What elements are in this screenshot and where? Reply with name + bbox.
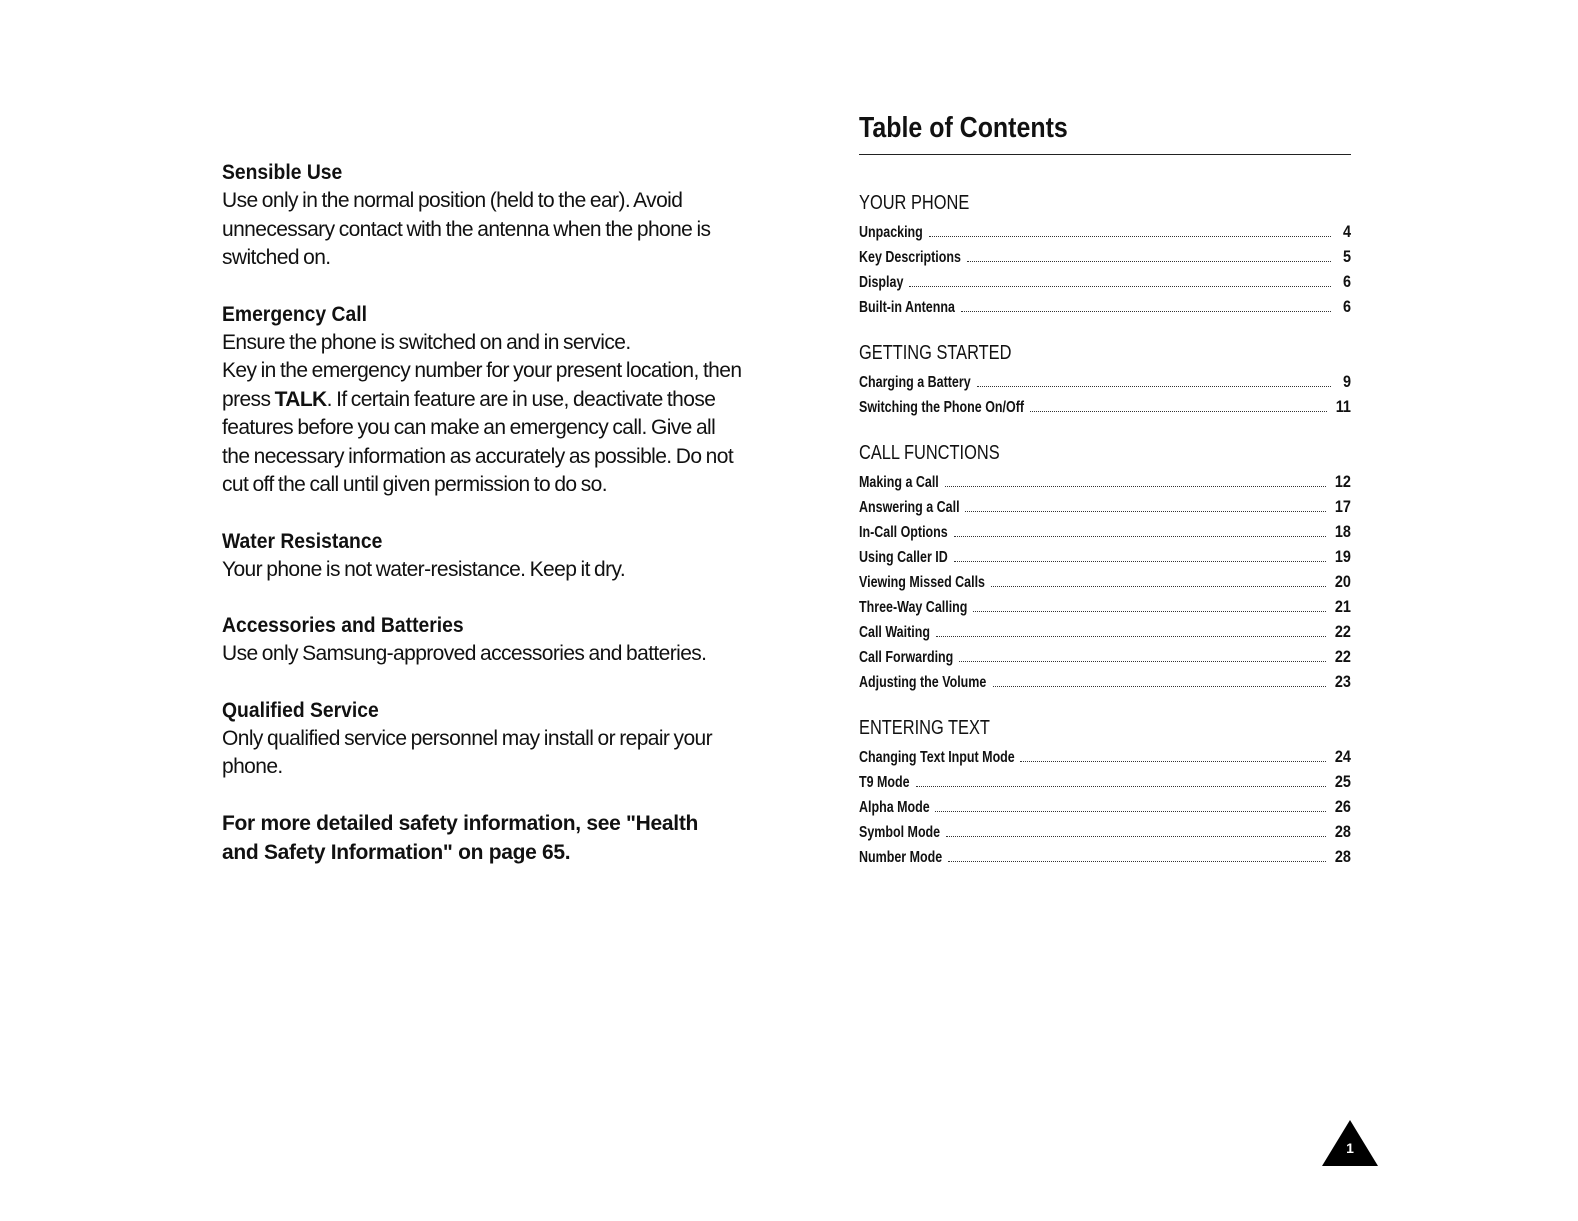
instruction-text-start: Key in the emergency number for your present location, then press xyxy=(222,359,742,411)
toc-entry[interactable] xyxy=(859,619,1351,644)
section-qualified-service xyxy=(222,696,742,782)
toc-entry-page: 11 xyxy=(1335,397,1351,416)
toc-dot-leader xyxy=(948,861,1326,862)
toc-entry-page: 19 xyxy=(1334,547,1351,566)
toc-dot-leader xyxy=(1020,761,1326,762)
toc-group xyxy=(859,189,1351,319)
toc-entry-label: Call Waiting xyxy=(859,624,930,641)
toc-entry[interactable] xyxy=(859,269,1351,294)
toc-entry[interactable] xyxy=(859,544,1351,569)
toc-dot-leader xyxy=(909,286,1331,287)
toc-dot-leader xyxy=(935,811,1326,812)
toc-dot-leader xyxy=(936,636,1326,637)
instruction-text-end: . If certain feature are in use, deactivate those features before you can make an emergency call. Give all the necessary information as accurately as possible. Do not cut off the call until given permission to do so. xyxy=(222,387,734,496)
section-heading: Sensible Use xyxy=(222,161,343,184)
toc-entry[interactable] xyxy=(859,394,1351,419)
toc-entry-label: Alpha Mode xyxy=(859,799,930,816)
toc-entry[interactable] xyxy=(859,369,1351,394)
toc-entry-page: 20 xyxy=(1334,572,1351,591)
toc-dot-leader xyxy=(991,586,1327,587)
toc-dot-leader xyxy=(945,486,1326,487)
section-heading: Accessories and Batteries xyxy=(222,614,464,637)
section-water-resistance xyxy=(222,527,742,585)
toc-entry-page: 12 xyxy=(1334,472,1351,491)
toc-dot-leader xyxy=(993,686,1326,687)
toc-entry-page: 25 xyxy=(1334,772,1351,791)
toc-entry[interactable] xyxy=(859,469,1351,494)
toc-entry-label: Using Caller ID xyxy=(859,549,948,566)
toc-entry[interactable] xyxy=(859,219,1351,244)
toc-entry-page: 6 xyxy=(1342,297,1351,316)
toc-group-heading: GETTING STARTED xyxy=(859,342,1012,364)
toc-entry-page: 9 xyxy=(1342,372,1351,391)
toc-entry-label: Charging a Battery xyxy=(859,374,971,391)
toc-entry-label: In-Call Options xyxy=(859,524,948,541)
toc-group-heading: YOUR PHONE xyxy=(859,192,970,214)
section-heading: Water Resistance xyxy=(222,529,383,553)
toc-entry[interactable] xyxy=(859,844,1351,869)
toc-entry-page: 28 xyxy=(1334,847,1351,866)
toc-entry[interactable] xyxy=(859,669,1351,694)
talk-key-label: TALK xyxy=(274,387,327,411)
toc-entry-page: 24 xyxy=(1334,747,1351,766)
toc-entry[interactable] xyxy=(859,794,1351,819)
toc-entry[interactable] xyxy=(859,244,1351,269)
toc-groups xyxy=(859,189,1351,869)
toc-dot-leader xyxy=(1030,411,1327,412)
section-heading: Qualified Service xyxy=(222,698,379,722)
section-paragraph: Use only Samsung-approved accessories and batteries. xyxy=(222,642,707,665)
toc-dot-leader xyxy=(961,311,1331,312)
safety-column xyxy=(222,158,742,888)
toc-entry-page: 22 xyxy=(1334,647,1351,666)
toc-entry-label: Answering a Call xyxy=(859,499,960,516)
toc-entry[interactable] xyxy=(859,519,1351,544)
toc-dot-leader xyxy=(946,836,1326,837)
toc-entry-label: Making a Call xyxy=(859,474,939,491)
toc-entry[interactable] xyxy=(859,644,1351,669)
toc-dot-leader xyxy=(916,786,1327,787)
toc-dot-leader xyxy=(954,536,1327,537)
toc-entry[interactable] xyxy=(859,744,1351,769)
toc-entry-label: Adjusting the Volume xyxy=(859,674,987,691)
toc-entry[interactable] xyxy=(859,294,1351,319)
section-paragraph-emergency-instructions xyxy=(222,357,742,500)
toc-entry-page: 6 xyxy=(1342,272,1351,291)
toc-entry-page: 23 xyxy=(1334,672,1351,691)
safety-closing-note: For more detailed safety information, see "Health and Safety Information" on page 65. xyxy=(222,811,699,864)
toc-dot-leader xyxy=(929,236,1331,237)
toc-entry-page: 4 xyxy=(1342,222,1351,241)
page-number-marker xyxy=(1320,1118,1380,1168)
toc-dot-leader xyxy=(973,611,1326,612)
toc-entry-label: Switching the Phone On/Off xyxy=(859,399,1025,416)
toc-entry-page: 18 xyxy=(1334,522,1351,541)
toc-group xyxy=(859,714,1351,869)
section-paragraph: Only qualified service personnel may install or repair your phone. xyxy=(222,726,713,778)
toc-group xyxy=(859,439,1351,694)
toc-entry-label: Symbol Mode xyxy=(859,824,941,841)
toc-title: Table of Contents xyxy=(859,112,1068,144)
toc-entry-page: 22 xyxy=(1334,622,1351,641)
toc-entry-label: Number Mode xyxy=(859,849,943,866)
toc-entry-label: Changing Text Input Mode xyxy=(859,749,1015,766)
toc-entry-label: Built-in Antenna xyxy=(859,299,955,316)
toc-entry-page: 26 xyxy=(1334,797,1351,816)
toc-entry-label: Key Descriptions xyxy=(859,249,961,266)
section-heading: Emergency Call xyxy=(222,302,367,326)
toc-entry-label: Three-Way Calling xyxy=(859,599,968,616)
toc-dot-leader xyxy=(954,561,1326,562)
toc-entry-label: Display xyxy=(859,274,904,291)
page-number: 1 xyxy=(1346,1140,1354,1156)
toc-entry-page: 17 xyxy=(1334,497,1351,516)
toc-entry-page: 21 xyxy=(1334,597,1351,616)
toc-divider xyxy=(859,154,1351,155)
toc-entry-page: 5 xyxy=(1342,247,1351,266)
section-accessories-batteries xyxy=(222,611,742,669)
toc-dot-leader xyxy=(959,661,1326,662)
section-paragraph: Your phone is not water-resistance. Keep it dry. xyxy=(222,557,626,581)
toc-dot-leader xyxy=(967,261,1331,262)
section-paragraph: Ensure the phone is switched on and in service. xyxy=(222,330,631,354)
toc-entry-label: Unpacking xyxy=(859,224,923,241)
toc-entry[interactable] xyxy=(859,594,1351,619)
toc-entry[interactable] xyxy=(859,569,1351,594)
toc-dot-leader xyxy=(977,386,1331,387)
section-emergency-call xyxy=(222,300,742,500)
toc-group xyxy=(859,339,1351,419)
table-of-contents xyxy=(859,108,1351,889)
toc-dot-leader xyxy=(965,511,1326,512)
toc-entry[interactable] xyxy=(859,494,1351,519)
toc-entry-label: T9 Mode xyxy=(859,774,910,791)
section-sensible-use xyxy=(222,158,742,273)
toc-entry-label: Call Forwarding xyxy=(859,649,954,666)
toc-entry[interactable] xyxy=(859,769,1351,794)
toc-entry-page: 28 xyxy=(1334,822,1351,841)
toc-group-heading: CALL FUNCTIONS xyxy=(859,442,1000,464)
toc-entry[interactable] xyxy=(859,819,1351,844)
toc-group-heading: ENTERING TEXT xyxy=(859,717,990,739)
section-paragraph: Use only in the normal position (held to the ear). Avoid unnecessary contact with the antenna when the phone is switched on. xyxy=(222,189,711,269)
toc-entry-label: Viewing Missed Calls xyxy=(859,574,986,591)
